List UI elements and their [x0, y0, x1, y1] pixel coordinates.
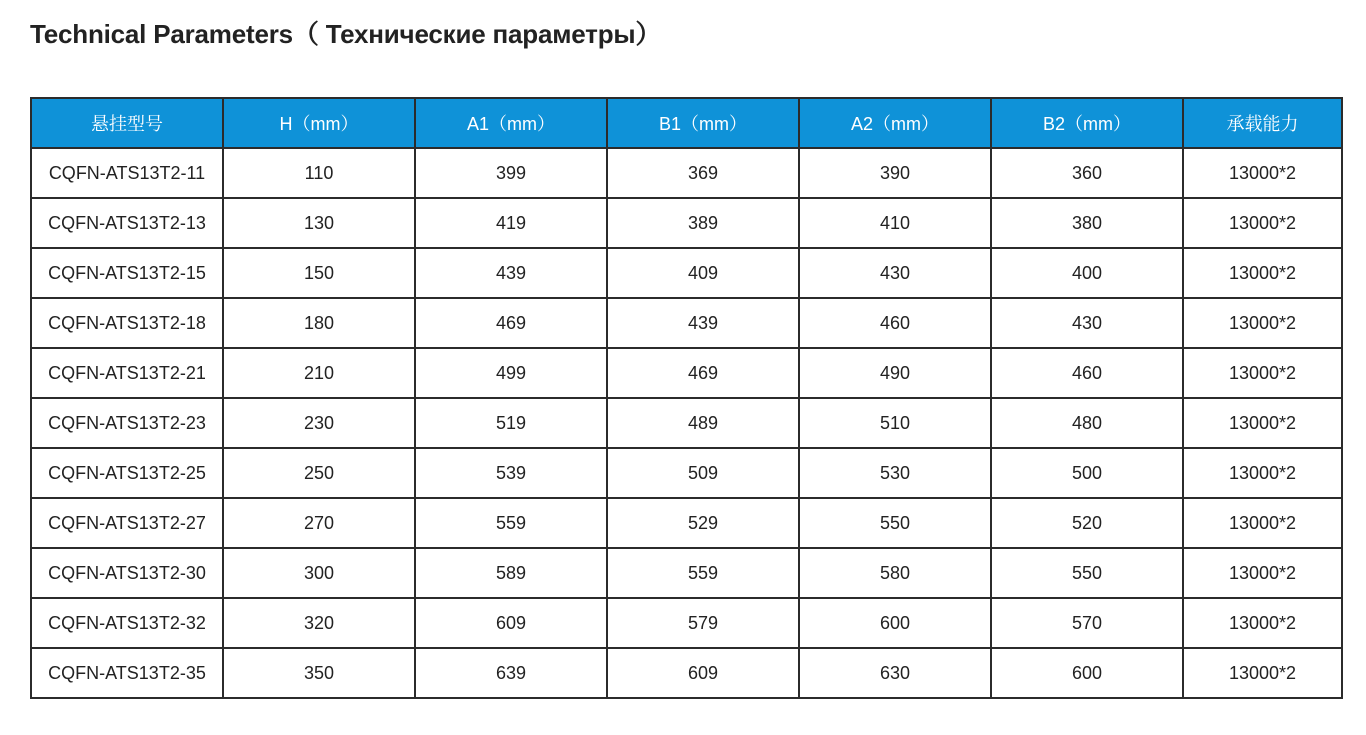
- cell-model: CQFN-ATS13T2-30: [31, 548, 223, 598]
- cell-b1: 509: [607, 448, 799, 498]
- cell-model: CQFN-ATS13T2-18: [31, 298, 223, 348]
- cell-a2: 600: [799, 598, 991, 648]
- header-a2-mm: A2（mm）: [799, 98, 991, 148]
- cell-a1: 639: [415, 648, 607, 698]
- cell-model: CQFN-ATS13T2-15: [31, 248, 223, 298]
- cell-load-capacity: 13000*2: [1183, 548, 1342, 598]
- cell-b2: 550: [991, 548, 1183, 598]
- cell-load-capacity: 13000*2: [1183, 448, 1342, 498]
- cell-b1: 369: [607, 148, 799, 198]
- cell-load-capacity: 13000*2: [1183, 248, 1342, 298]
- cell-b2: 570: [991, 598, 1183, 648]
- cell-h: 350: [223, 648, 415, 698]
- cell-b1: 489: [607, 398, 799, 448]
- cell-load-capacity: 13000*2: [1183, 348, 1342, 398]
- cell-a2: 630: [799, 648, 991, 698]
- cell-h: 270: [223, 498, 415, 548]
- cell-b1: 529: [607, 498, 799, 548]
- cell-a1: 399: [415, 148, 607, 198]
- cell-b1: 579: [607, 598, 799, 648]
- cell-b2: 400: [991, 248, 1183, 298]
- cell-a2: 390: [799, 148, 991, 198]
- cell-a1: 419: [415, 198, 607, 248]
- cell-b1: 389: [607, 198, 799, 248]
- cell-h: 300: [223, 548, 415, 598]
- cell-a1: 499: [415, 348, 607, 398]
- cell-b2: 600: [991, 648, 1183, 698]
- cell-load-capacity: 13000*2: [1183, 148, 1342, 198]
- table-row: [31, 448, 1342, 498]
- cell-a1: 609: [415, 598, 607, 648]
- cell-b2: 360: [991, 148, 1183, 198]
- header-b1-mm: B1（mm）: [607, 98, 799, 148]
- table-row: [31, 198, 1342, 248]
- cell-b2: 520: [991, 498, 1183, 548]
- table-row: [31, 498, 1342, 548]
- cell-model: CQFN-ATS13T2-13: [31, 198, 223, 248]
- cell-model: CQFN-ATS13T2-23: [31, 398, 223, 448]
- cell-a2: 530: [799, 448, 991, 498]
- header-h-mm: H（mm）: [223, 98, 415, 148]
- cell-b2: 430: [991, 298, 1183, 348]
- cell-a1: 539: [415, 448, 607, 498]
- cell-model: CQFN-ATS13T2-25: [31, 448, 223, 498]
- header-model: 悬挂型号: [31, 98, 223, 148]
- table-row: [31, 298, 1342, 348]
- cell-model: CQFN-ATS13T2-21: [31, 348, 223, 398]
- table-header: [31, 98, 1342, 148]
- cell-a2: 550: [799, 498, 991, 548]
- table-body: [31, 148, 1342, 698]
- cell-a1: 439: [415, 248, 607, 298]
- header-a1-mm: A1（mm）: [415, 98, 607, 148]
- table-row: [31, 248, 1342, 298]
- cell-load-capacity: 13000*2: [1183, 198, 1342, 248]
- cell-load-capacity: 13000*2: [1183, 498, 1342, 548]
- cell-h: 130: [223, 198, 415, 248]
- table-header-row: [31, 98, 1342, 148]
- cell-model: CQFN-ATS13T2-27: [31, 498, 223, 548]
- cell-b1: 409: [607, 248, 799, 298]
- cell-b2: 460: [991, 348, 1183, 398]
- page-title: Technical Parameters（ Технические параметры）: [30, 19, 662, 49]
- cell-b1: 609: [607, 648, 799, 698]
- cell-a1: 469: [415, 298, 607, 348]
- cell-a1: 589: [415, 548, 607, 598]
- header-b2-mm: B2（mm）: [991, 98, 1183, 148]
- cell-h: 320: [223, 598, 415, 648]
- cell-a2: 410: [799, 198, 991, 248]
- cell-a1: 519: [415, 398, 607, 448]
- cell-h: 250: [223, 448, 415, 498]
- cell-a1: 559: [415, 498, 607, 548]
- cell-b2: 480: [991, 398, 1183, 448]
- cell-a2: 510: [799, 398, 991, 448]
- table-row: [31, 348, 1342, 398]
- cell-h: 230: [223, 398, 415, 448]
- table-row: [31, 148, 1342, 198]
- cell-load-capacity: 13000*2: [1183, 298, 1342, 348]
- table-row: [31, 648, 1342, 698]
- cell-b1: 469: [607, 348, 799, 398]
- cell-b1: 439: [607, 298, 799, 348]
- cell-a2: 460: [799, 298, 991, 348]
- cell-load-capacity: 13000*2: [1183, 648, 1342, 698]
- cell-a2: 580: [799, 548, 991, 598]
- cell-model: CQFN-ATS13T2-35: [31, 648, 223, 698]
- technical-parameters-table: [30, 97, 1343, 699]
- table-row: [31, 598, 1342, 648]
- header-load-capacity: 承载能力: [1183, 98, 1342, 148]
- cell-model: CQFN-ATS13T2-32: [31, 598, 223, 648]
- table-row: [31, 548, 1342, 598]
- cell-h: 180: [223, 298, 415, 348]
- cell-h: 110: [223, 148, 415, 198]
- cell-h: 150: [223, 248, 415, 298]
- cell-a2: 490: [799, 348, 991, 398]
- cell-load-capacity: 13000*2: [1183, 598, 1342, 648]
- cell-b2: 380: [991, 198, 1183, 248]
- cell-model: CQFN-ATS13T2-11: [31, 148, 223, 198]
- table-row: [31, 398, 1342, 448]
- cell-h: 210: [223, 348, 415, 398]
- cell-b2: 500: [991, 448, 1183, 498]
- cell-load-capacity: 13000*2: [1183, 398, 1342, 448]
- cell-b1: 559: [607, 548, 799, 598]
- cell-a2: 430: [799, 248, 991, 298]
